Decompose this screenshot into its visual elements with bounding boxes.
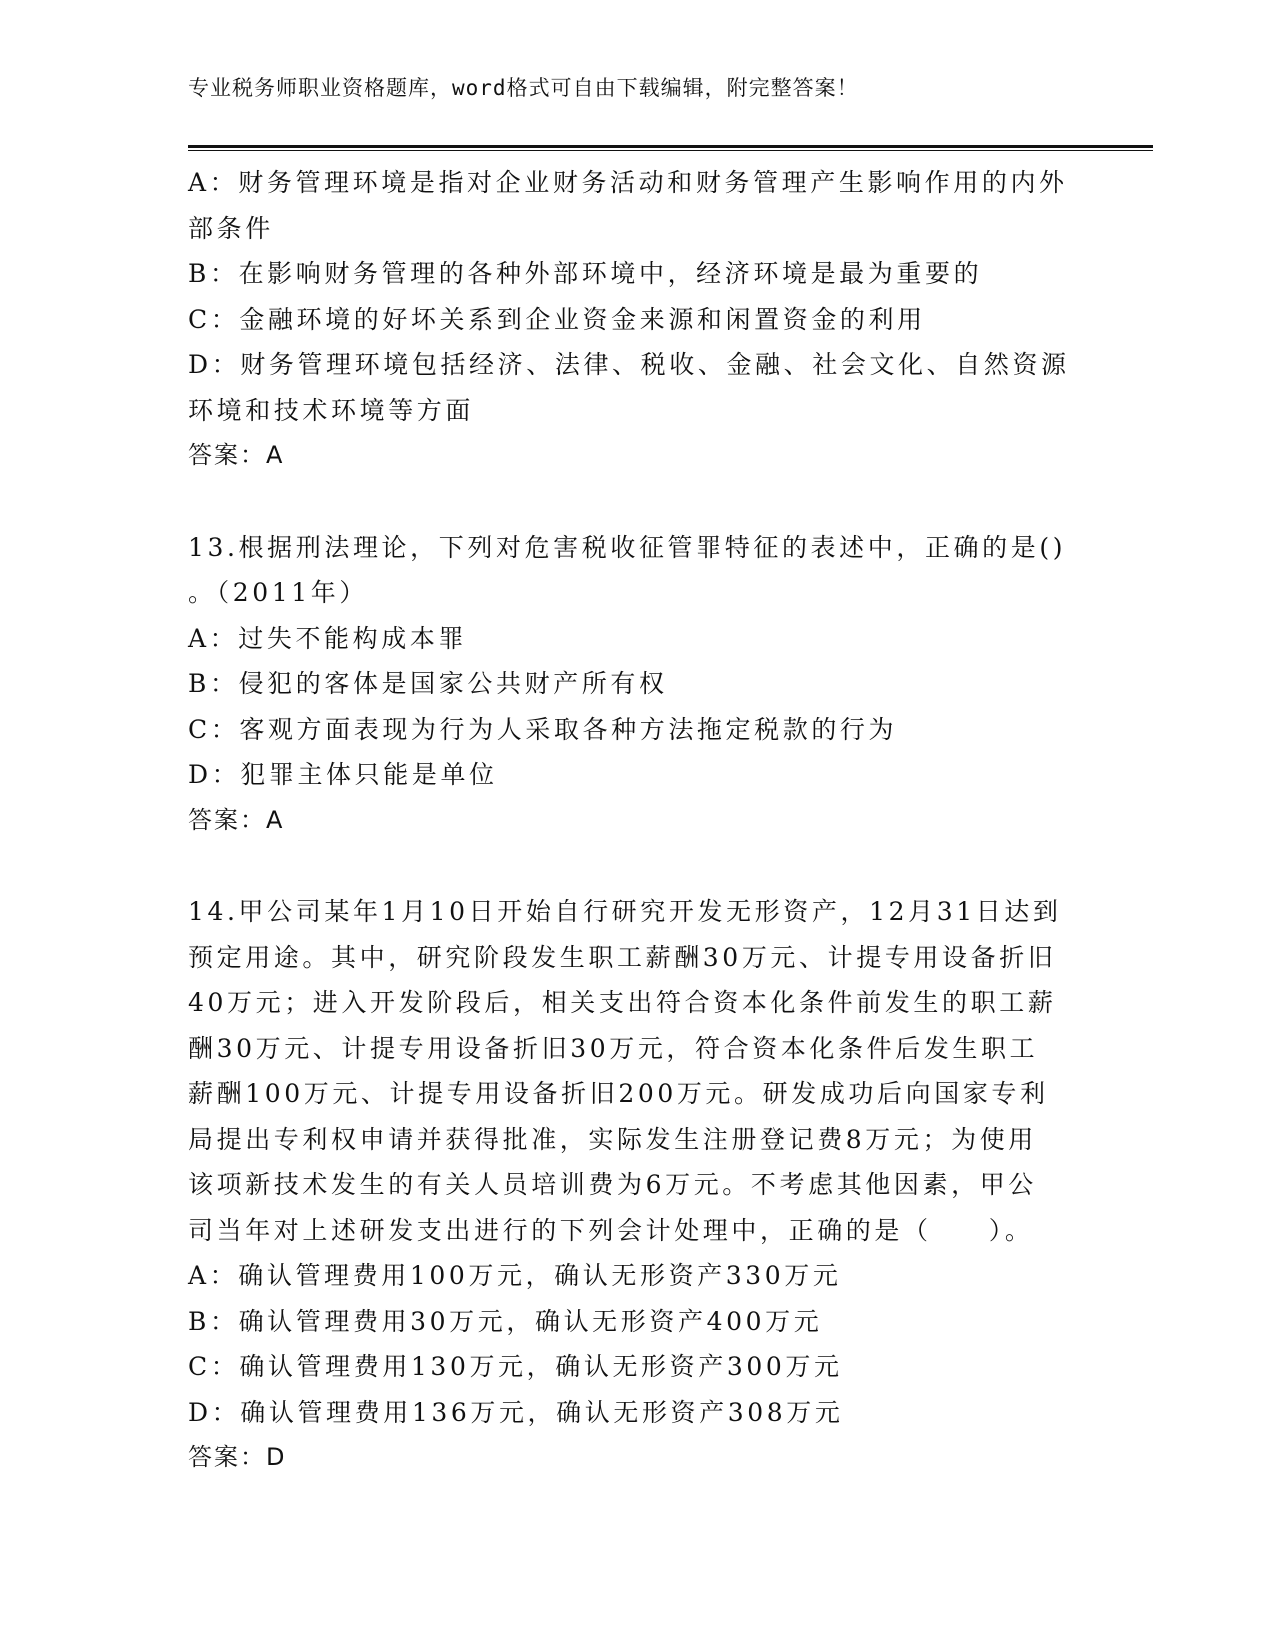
question-stem-line-2: 预定用途。其中，研究阶段发生职工薪酬30万元、计提专用设备折旧 [188, 942, 1057, 972]
option-c: C：确认管理费用130万元，确认无形资产300万元 [188, 1352, 843, 1381]
answer-label: 答案：A [188, 805, 285, 834]
option-b: B：在影响财务管理的各种外部环境中，经济环境是最为重要的 [188, 259, 983, 288]
page-header: 专业税务师职业资格题库，word格式可自由下载编辑，附完整答案！ [188, 76, 859, 100]
answer-label: 答案：D [188, 1443, 287, 1471]
header-rule-thick [188, 145, 1153, 148]
option-b: B：确认管理费用30万元，确认无形资产400万元 [188, 1306, 823, 1336]
option-a-line-2: 部条件 [188, 213, 274, 243]
question-stem-line-6: 局提出专利权申请并获得批准，实际发生注册登记费8万元；为使用 [188, 1124, 1037, 1154]
option-b: B：侵犯的客体是国家公共财产所有权 [188, 669, 668, 698]
question-block-14 [188, 889, 1078, 1481]
option-d-line-1: D：财务管理环境包括经济、法律、税收、金融、社会文化、自然资源 [188, 350, 1070, 379]
block-spacer [188, 479, 1078, 525]
question-stem-line-1: 13.根据刑法理论，下列对危害税收征管罪特征的表述中，正确的是() [188, 532, 1067, 562]
question-stem-line-4: 酬30万元、计提专用设备折旧30万元，符合资本化条件后发生职工 [188, 1033, 1039, 1063]
question-stem-line-2: 。（2011年） [188, 578, 368, 607]
question-block [188, 160, 1078, 479]
option-d-line-2: 环境和技术环境等方面 [188, 395, 475, 425]
answer-label: 答案：A [188, 441, 285, 469]
block-spacer [188, 843, 1078, 889]
header-rule-thin [188, 150, 1153, 151]
option-a: A：确认管理费用100万元，确认无形资产330万元 [188, 1261, 842, 1290]
question-stem-line-1: 14.甲公司某年1月10日开始自行研究开发无形资产，12月31日达到 [188, 897, 1062, 926]
option-a: A：过失不能构成本罪 [188, 623, 468, 653]
option-d: D：确认管理费用136万元，确认无形资产308万元 [188, 1397, 844, 1427]
question-stem-line-8: 司当年对上述研发支出进行的下列会计处理中，正确的是（ ）。 [188, 1215, 1034, 1245]
option-d: D：犯罪主体只能是单位 [188, 760, 498, 789]
option-c: C：金融环境的好坏关系到企业资金来源和闲置资金的利用 [188, 304, 926, 334]
question-stem-line-5: 薪酬100万元、计提专用设备折旧200万元。研发成功后向国家专利 [188, 1079, 1049, 1108]
option-a-line-1: A：财务管理环境是指对企业财务活动和财务管理产生影响作用的内外 [188, 168, 1068, 197]
question-stem-line-3: 40万元；进入开发阶段后，相关支出符合资本化条件前发生的职工薪 [188, 988, 1057, 1017]
question-block-13 [188, 525, 1078, 844]
option-c: C：客观方面表现为行为人采取各种方法拖定税款的行为 [188, 714, 898, 744]
question-stem-line-7: 该项新技术发生的有关人员培训费为6万元。不考虑其他因素，甲公 [188, 1170, 1037, 1199]
document-body [188, 160, 1078, 1481]
